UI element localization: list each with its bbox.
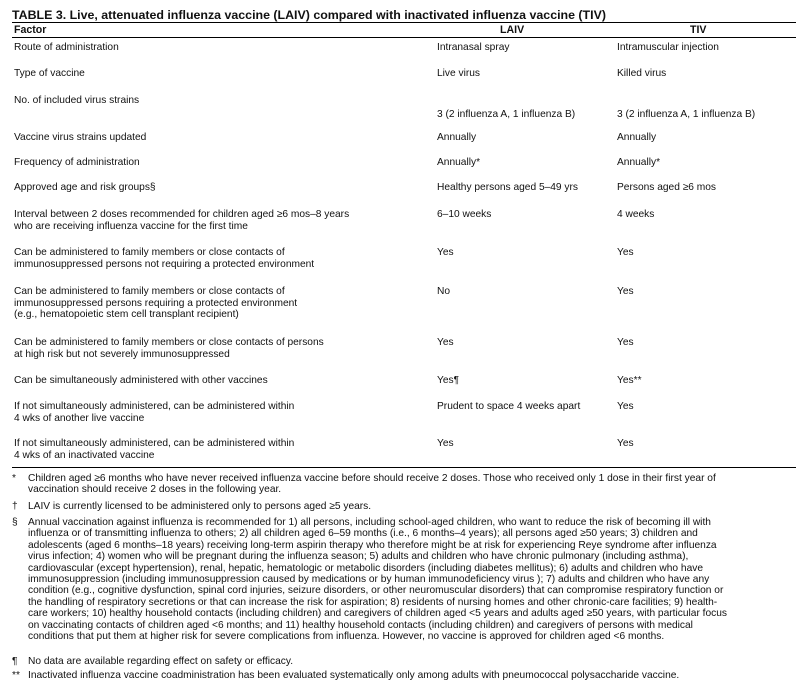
footnote-marker: * [12,473,16,484]
factor-cell: If not simultaneously administered, can be administered within [14,438,295,449]
factor-cell: at high risk but not severely immunosuppressed [14,348,230,360]
footnote-line: immunosuppression (including immunosuppression caused by medications or by human immunodeficiency virus ); 7) adults and children who have any [28,574,710,586]
footnote-line: vaccination should receive 2 doses in the following year. [28,484,282,496]
tiv-cell: Yes [617,401,634,412]
tiv-cell: Yes [617,286,634,297]
factor-cell: Can be administered to family members or close contacts of [14,247,285,258]
footnote [12,517,796,642]
factor-cell: Can be simultaneously administered with other vaccines [14,375,268,386]
factor-cell: immunosuppressed persons not requiring a protected environment [14,258,315,270]
header-laiv: LAIV [500,24,525,36]
factor-cell: Can be administered to family members or close contacts of [14,286,285,297]
factor-cell: 4 wks of another live vaccine [14,412,145,424]
factor-cell: 4 wks of an inactivated vaccine [14,449,155,461]
factor-cell: Vaccine virus strains updated [14,132,147,143]
laiv-cell: No [437,286,451,297]
tiv-cell: Yes** [617,375,642,386]
footnote-line: cardiovascular (except hypertension), renal, hepatic, hematologic or metabolic disorders (including diabetes mellitus); 6) adults and children who have [28,562,703,574]
factor-cell: Route of administration [14,42,119,53]
footnote-line: Annual vaccination against influenza is recommended for 1) all persons, including school-aged children, who want to reduce the risk of becoming ill with [28,517,711,528]
factor-cell: Type of vaccine [14,68,85,79]
footnote-line: on vaccinating contacts of children aged <6 months; and 11) healthy household contacts (including children) and caregivers of persons with medical [28,619,693,631]
header-factor: Factor [14,24,47,36]
footnote-marker: ¶ [12,656,18,667]
factor-cell: immunosuppressed persons requiring a protected environment [14,297,298,309]
tiv-cell: Yes [617,438,634,449]
laiv-cell: Annually* [437,157,481,168]
laiv-cell: Prudent to space 4 weeks apart [437,401,581,412]
factor-cell: Can be administered to family members or close contacts of persons [14,337,324,348]
footnote-marker: † [12,501,18,512]
laiv-cell: 3 (2 influenza A, 1 influenza B) [437,109,576,120]
footnote-line: No data are available regarding effect on safety or efficacy. [28,656,294,667]
footnote-line: care workers; 10) healthy household contacts (including children) and caregivers of children aged <5 years and adults aged ≥50 years, with particular focus [28,608,728,620]
laiv-cell: Intranasal spray [437,42,510,53]
tiv-cell: Yes [617,337,634,348]
footnote [12,473,796,496]
header-rule [12,37,796,38]
title-rule [12,22,796,23]
tiv-cell: Persons aged ≥6 mos [617,182,717,193]
footnote-marker: § [12,517,18,528]
footnote [12,656,796,667]
footnote-line: adolescents (aged 6 months–18 years) receiving long-term aspirin therapy who therefore might be at risk for experiencing Reye syndrome after influenza [28,539,717,551]
footnote-line: influenza or of transmitting influenza to others; 2) all children aged 6–59 months (i.e., 6 months–4 years); all persons aged ≥50 years; 3) children and [28,528,698,540]
footnote-line: the handling of respiratory secretions or that can increase the risk for aspiration; 8) residents of nursing homes and other chronic-care facilities; 9) health- [28,596,718,608]
footnote-line: Children aged ≥6 months who have never received influenza vaccine before should receive 2 doses. Those who received only 1 dose in their first year of [28,473,716,484]
laiv-cell: Yes [437,247,454,258]
tiv-cell: Yes [617,247,634,258]
tiv-cell: Killed virus [617,68,667,79]
laiv-cell: Healthy persons aged 5–49 yrs [437,182,579,193]
laiv-cell: Yes¶ [437,375,460,386]
footnote-line: Inactivated influenza vaccine coadministration has been evaluated systematically only among adults with pneumococcal polysaccharide vaccine. [28,670,680,681]
laiv-cell: Yes [437,337,454,348]
factor-cell: Approved age and risk groups§ [14,182,156,193]
footnote-marker: ** [12,670,20,681]
factor-cell: No. of included virus strains [14,95,140,106]
laiv-cell: Live virus [437,68,481,79]
factor-cell: Interval between 2 doses recommended for children aged ≥6 mos–8 years [14,209,350,220]
factor-cell: Frequency of administration [14,157,140,168]
laiv-cell: Annually [437,132,477,143]
table-bottom-rule [12,467,796,468]
header-tiv: TIV [690,24,707,36]
table-title: TABLE 3. Live, attenuated influenza vaccine (LAIV) compared with inactivated influenza vaccine (TIV) [12,8,606,22]
tiv-cell: Annually* [617,157,661,168]
footnote [12,501,796,512]
factor-cell: (e.g., hematopoietic stem cell transplant recipient) [14,309,239,320]
laiv-cell: Yes [437,438,454,449]
laiv-cell: 6–10 weeks [437,209,492,220]
footnote [12,670,796,681]
footnote-line: virus infection; 4) women who will be pregnant during the influenza season; 5) adults and children who have chronic pulmonary (including asthma), [28,551,689,563]
tiv-cell: 3 (2 influenza A, 1 influenza B) [617,109,756,120]
footnote-line: conditions that put them at higher risk for severe complications from influenza. However, no vaccine is approved for children aged <6 months. [28,631,665,643]
tiv-cell: 4 weeks [617,209,655,220]
factor-cell: If not simultaneously administered, can be administered within [14,401,295,412]
tiv-cell: Intramuscular injection [617,42,719,53]
footnote-line: LAIV is currently licensed to be administered only to persons aged ≥5 years. [28,501,372,512]
footnote-line: condition (e.g., cognitive dysfunction, spinal cord injuries, seizure disorders, or other neuromuscular disorders) that can compromise respiratory function or [28,585,724,597]
tiv-cell: Annually [617,132,657,143]
factor-cell: who are receiving influenza vaccine for the first time [14,220,248,232]
